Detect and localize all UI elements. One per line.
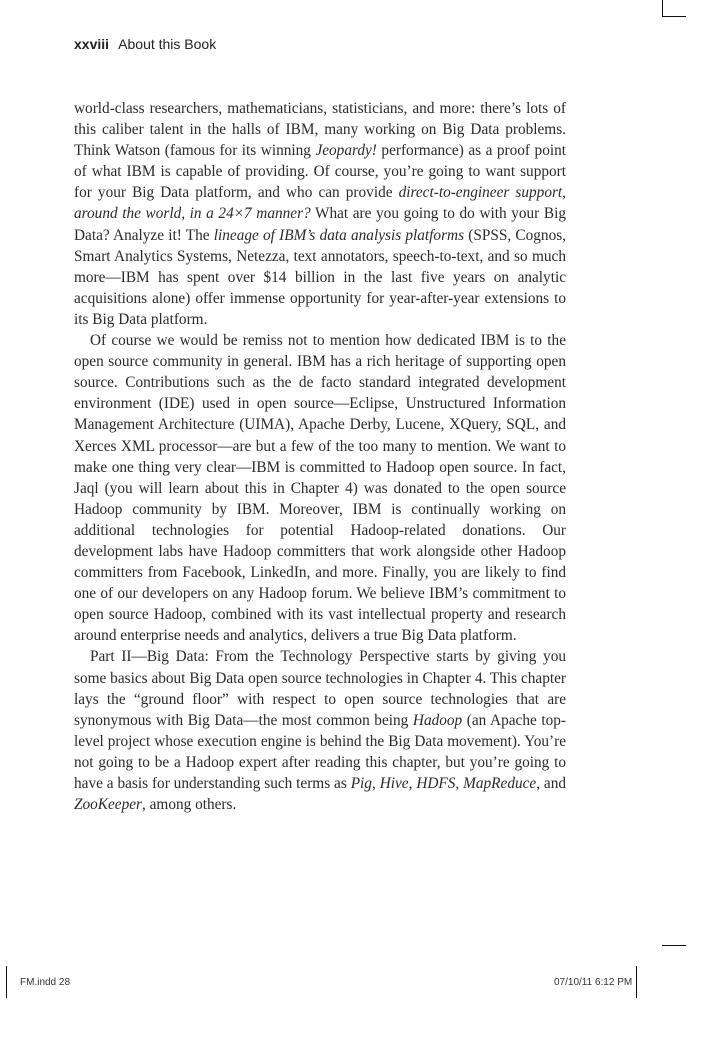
italic-text: Hive: [379, 775, 409, 792]
crop-mark-bottom-right: [636, 966, 637, 998]
paragraph: [74, 330, 566, 646]
slug-file: FM.indd 28: [20, 977, 71, 988]
paragraph: [74, 646, 566, 815]
running-head-title: About this Book: [118, 36, 217, 52]
crop-mark-bottom-left: [6, 966, 7, 998]
text-run: , among others.: [141, 796, 237, 814]
text-run: , and: [536, 775, 567, 792]
italic-text: MapReduce: [463, 775, 537, 792]
crop-mark-top-right: [662, 0, 663, 16]
page-number: xxviii: [74, 36, 110, 52]
text-run: ,: [455, 775, 464, 792]
text-run: ,: [371, 775, 380, 792]
italic-text: HDFS: [416, 775, 456, 792]
text-run: Of course we would be remiss not to mention how dedicated IBM is to the open source community in general. IBM has a rich heritage of supporting open source. Contributions such as the de facto standard integrated development environment (IDE) used in open source—Eclipse, Unstructured Information Management Architecture (UIMA), Apache Derby, Lucene, XQuery, SQL, and Xerces XML processor—are but a few of the too many to mention. We want to make one thing very clear—IBM is committed to Hadoop open source. In fact, Jaql (you will learn about this in Chapter 4) was donated to the open source Hadoop community by IBM. Moreover, IBM is continually working on additional technologies for potential Hadoop-related donations. Our development labs have Hadoop committers that work alongside other Hadoop committers from Facebook, LinkedIn, and more. Finally, you are likely to find one of our developers on any Hadoop forum. We believe IBM’s commitment to open source Hadoop, combined with its vast intellectual property and research around enterprise needs and analytics, delivers a true Big Data platform.: [74, 332, 566, 645]
italic-text: Pig: [350, 775, 372, 792]
italic-text: lineage of IBM’s data analysis platforms: [213, 226, 465, 244]
text-run: world-class researchers, mathematicians, statisticians, and more: there’s lots of this caliber talent in the halls of IBM, many working on Big Data problems. Think Watson (famous for its winning: [74, 100, 566, 160]
body-text: [74, 98, 566, 815]
text-run: (an Apache top-level project whose execution engine is behind the Big Data movement). You’re not going to be a Hadoop expert after reading this chapter, but you’re going to have a basis for understanding such terms as: [74, 711, 566, 792]
text-run: What are you going to do with your Big Data? Analyze it! The: [74, 205, 566, 244]
crop-mark-right-top: [662, 16, 686, 17]
italic-text: direct-to-engineer support, around the world, in a 24×7 manner?: [74, 184, 566, 223]
italic-text: ZooKeeper: [74, 796, 142, 814]
crop-mark-right-bottom: [662, 945, 686, 946]
text-run: Part II—Big Data: From the Technology Perspective starts by giving you some basics about Big Data open source technologies in Chapter 4. This chapter lays the “ground floor” with respect to open source technologies that are synonymous with Big Data—the most common being: [74, 648, 566, 729]
italic-text: Hadoop: [412, 711, 463, 729]
slug-datetime: 07/10/11 6:12 PM: [554, 977, 633, 988]
running-head: [74, 36, 216, 52]
text-run: (SPSS, Cognos, Smart Analytics Systems, Netezza, text annotators, speech-to-text, and so much more—IBM has spent over $14 billion in the last five years on analytic acquisitions alone) offer immense opportunity for year-after-year extensions to its Big Data platform.: [74, 226, 566, 328]
text-run: performance) as a proof point of what IBM is capable of providing. Of course, you’re going to want support for your Big Data platform, and who can provide: [74, 142, 566, 202]
italic-text: Jeopardy!: [315, 142, 377, 160]
text-run: ,: [408, 775, 417, 792]
paragraph: [74, 98, 566, 330]
